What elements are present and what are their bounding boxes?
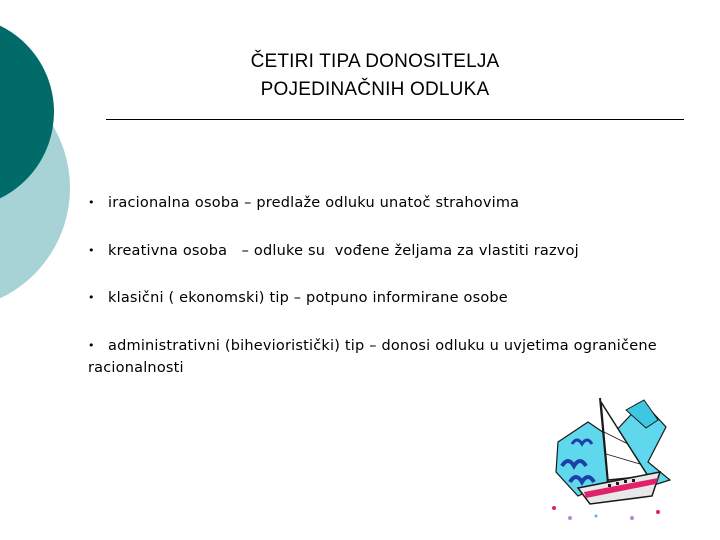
bullet-item [88, 335, 668, 379]
bullet-icon: • [88, 339, 95, 352]
title-divider [106, 119, 684, 120]
sailboat-icon [548, 392, 678, 524]
title-line-1: ČETIRI TIPA DONOSITELJA [250, 51, 500, 72]
bullet-text: administrativni (bihevioristički) tip – donosi odluku u uvjetima ograničene racionalnosti [88, 338, 657, 376]
confetti-dot [630, 516, 634, 520]
title-line-2: POJEDINAČNIH ODLUKA [260, 79, 490, 100]
slide-title [0, 48, 720, 104]
confetti-dot [595, 515, 598, 518]
confetti-dot [568, 516, 572, 520]
bullet-icon: • [88, 244, 95, 257]
bullet-item [88, 240, 579, 262]
bullet-item [88, 192, 519, 214]
confetti-dot [656, 510, 660, 514]
bullet-icon: • [88, 196, 95, 209]
bullet-text: kreativna osoba – odluke su vođene željama za vlastiti razvoj [108, 243, 579, 259]
confetti-dot [552, 506, 556, 510]
bullet-text: klasični ( ekonomski) tip – potpuno informirane osobe [108, 290, 508, 306]
bullet-icon: • [88, 291, 95, 304]
bullet-text: iracionalna osoba – predlaže odluku unatoč strahovima [108, 195, 520, 211]
bullet-item [88, 287, 508, 309]
